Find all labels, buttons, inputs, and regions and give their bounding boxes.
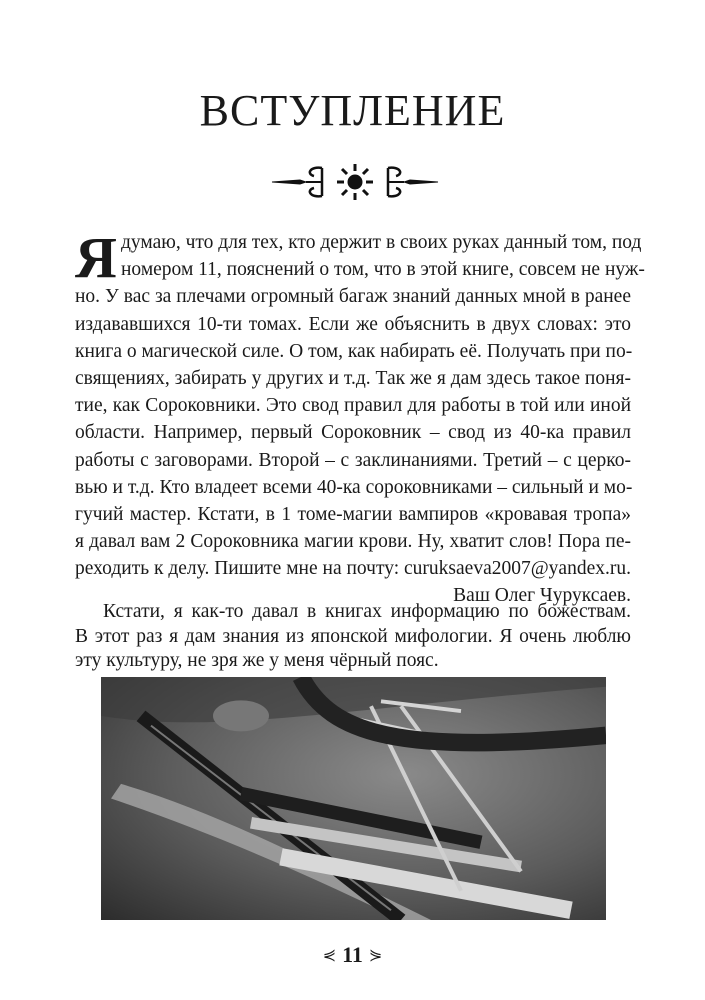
text-line: Кстати, я как-то давал в книгах информацию по божествам. [103, 601, 631, 622]
photo-swords-and-belts [101, 677, 606, 920]
text-line: гучий мастер. Кстати, в 1 томе-магии вампиров «кровавая тропа» [75, 503, 631, 525]
intro-paragraph [75, 225, 645, 610]
text-line: области. Например, первый Сороковник – свод из 40-ка правил [75, 422, 631, 444]
text-line: но. У вас за плечами огромный багаж знаний данных мной в ранее [75, 286, 631, 308]
text-line: я давал вам 2 Сороковника магии крови. Ну, хватит слов! Пора пе- [75, 531, 631, 553]
text-line: номером 11, пояснений о том, что в этой книге, совсем не нуж- [121, 259, 645, 281]
text-line: думаю, что для тех, кто держит в своих руках данный том, под [121, 232, 642, 253]
author-signature: Ваш Олег Чуруксаев. [453, 585, 631, 607]
text-line: реходить к делу. Пишите мне на почту: curuksaeva2007@yandex.ru. [75, 558, 631, 580]
ornament-divider-icon [270, 160, 440, 204]
text-line: книга о магической силе. О том, как набирать её. Получать при по- [75, 340, 633, 362]
text-line: издававшихся 10-ти томах. Если же объяснить в двух словах: это [75, 313, 631, 335]
second-paragraph [75, 600, 631, 674]
text-line: работы с заговорами. Второй – с заклинаниями. Третий – с церко- [75, 449, 631, 471]
text-line: эту культуру, не зря же у меня чёрный пояс. [75, 650, 439, 671]
page-number: 11 [342, 941, 363, 967]
page-number-footer [0, 940, 705, 968]
text-line: В этот раз я дам знания из японской мифологии. Я очень люблю [75, 625, 631, 647]
photo-illustration [101, 677, 606, 920]
text-line: тие, как Сороковники. Это свод правил для работы в той или иной [75, 395, 631, 417]
chapter-title: ВСТУПЛЕНИЕ [199, 86, 506, 135]
ornament-right-icon: ⋟ [368, 946, 383, 964]
text-line: священиях, забирать у других и т.д. Так же я дам здесь такое поня- [75, 367, 631, 389]
ornament-left-icon: ⋞ [322, 946, 337, 964]
text-line: вью и т.д. Кто владеет всеми 40-ка сороковниками – сильный и мо- [75, 476, 633, 498]
drop-cap: Я [75, 225, 117, 290]
